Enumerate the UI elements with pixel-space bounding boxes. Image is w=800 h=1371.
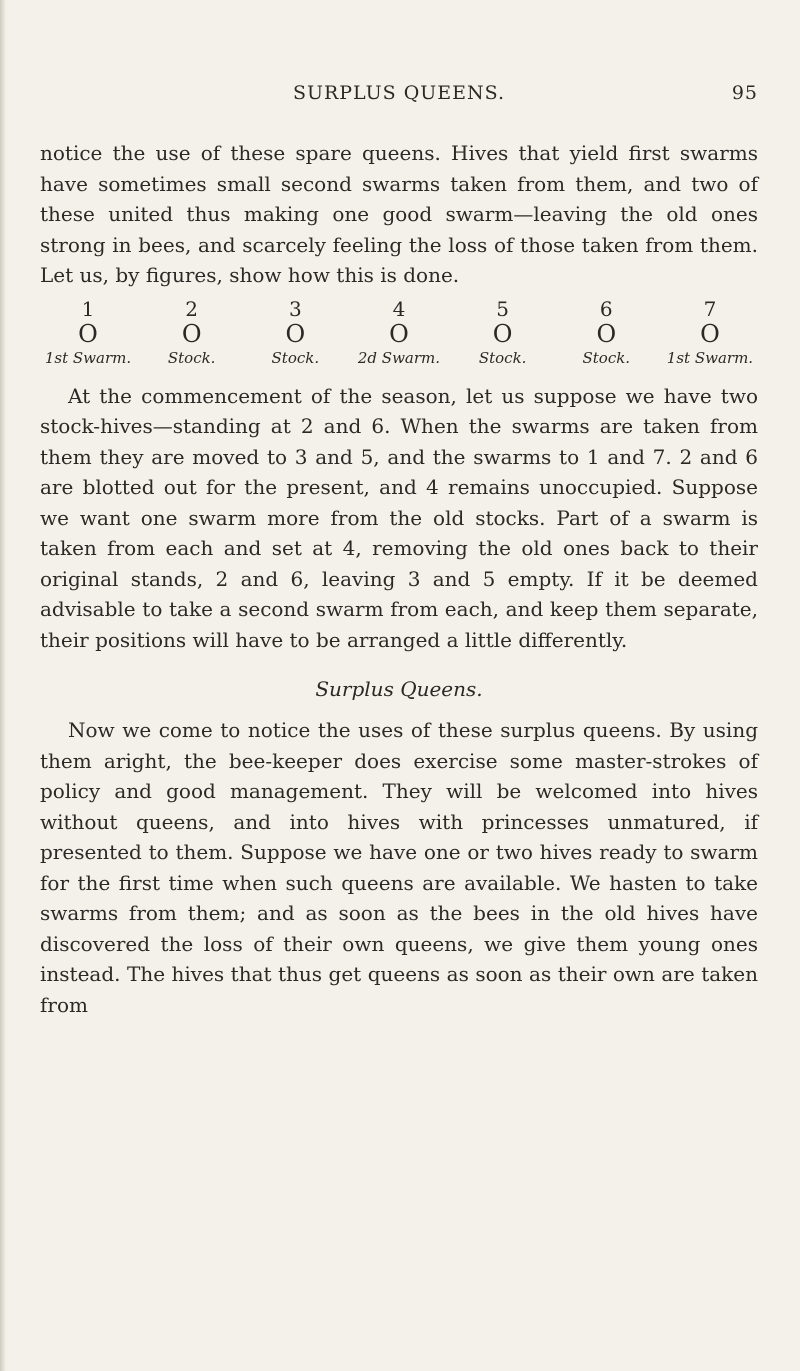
- hive-number: 3: [288, 296, 302, 321]
- running-head-title: SURPLUS QUEENS.: [292, 82, 506, 104]
- running-head: [40, 78, 758, 114]
- book-page: [40, 78, 758, 1020]
- hive-label: 2d Swarm.: [357, 348, 441, 367]
- page-number: 95: [731, 82, 758, 104]
- hive-label: Stock.: [271, 348, 320, 367]
- hive-label: Stock.: [478, 348, 527, 367]
- hive-number: 1: [81, 296, 95, 321]
- hive-position: [146, 297, 238, 369]
- paragraph-2: At the commencement of the season, let us suppose we have two stock-hives—standing at 2 and 6. When the swarms are taken from them they are moved to 3 and 5, and the swarms to 1 and 7. 2 and 6 are blotted out for the present, and 4 remains unoccupied. Suppose we want one swarm more from the old stocks. Part of a swarm is taken from each and set at 4, removing the old ones back to their original stands, 2 and 6, leaving 3 and 5 empty. If it be deemed advisable to take a second swarm from each, and keep them separate, their positions will have to be arranged a little differently.: [40, 383, 758, 652]
- hive-label: 1st Swarm.: [44, 348, 132, 367]
- paragraph-1: notice the use of these spare queens. Hives that yield first swarms have sometimes small second swarms taken from them, and two of these united thus making one good swarm—leaving the old ones strong in bees, and scarcely feeling the loss of those taken from them. Let us, by figures, show how this is done.: [40, 141, 758, 287]
- hive-circle: O: [700, 319, 720, 348]
- hive-position: [560, 297, 652, 369]
- hive-circle: O: [596, 319, 617, 348]
- hive-circle: O: [78, 319, 98, 348]
- hive-position: [42, 297, 134, 369]
- hive-position: [664, 297, 756, 369]
- hive-circle: O: [492, 319, 513, 348]
- hive-figure: [40, 297, 758, 369]
- hive-position: [457, 297, 549, 369]
- section-subheading: Surplus Queens.: [315, 677, 483, 701]
- hive-position: [249, 297, 341, 369]
- hive-circle: O: [181, 319, 202, 348]
- hive-number: 5: [496, 296, 509, 321]
- hive-circle: O: [389, 319, 409, 348]
- hive-number: 2: [185, 296, 199, 321]
- hive-label: 1st Swarm.: [666, 348, 754, 367]
- hive-label: Stock.: [582, 348, 631, 367]
- paragraph-3: Now we come to notice the uses of these surplus queens. By using them aright, the bee-keeper does exercise some master-strokes of policy and good management. They will be welcomed into hives without queens, and into hives with princesses unmatured, if presented to them. Suppose we have one or two hives ready to swarm for the first time when such queens are available. We hasten to take swarms from them; and as soon as the bees in the old hives have discovered the loss of their own queens, we give them young ones instead. The hives that thus get queens as soon as their own are taken from: [40, 718, 758, 1017]
- hive-label: Stock.: [167, 348, 216, 367]
- hive-number: 6: [599, 296, 613, 321]
- hive-number: 7: [703, 296, 717, 321]
- hive-number: 4: [392, 296, 406, 321]
- hive-circle: O: [285, 319, 306, 348]
- page-spine-shadow: [0, 0, 6, 1371]
- hive-position: [353, 297, 445, 369]
